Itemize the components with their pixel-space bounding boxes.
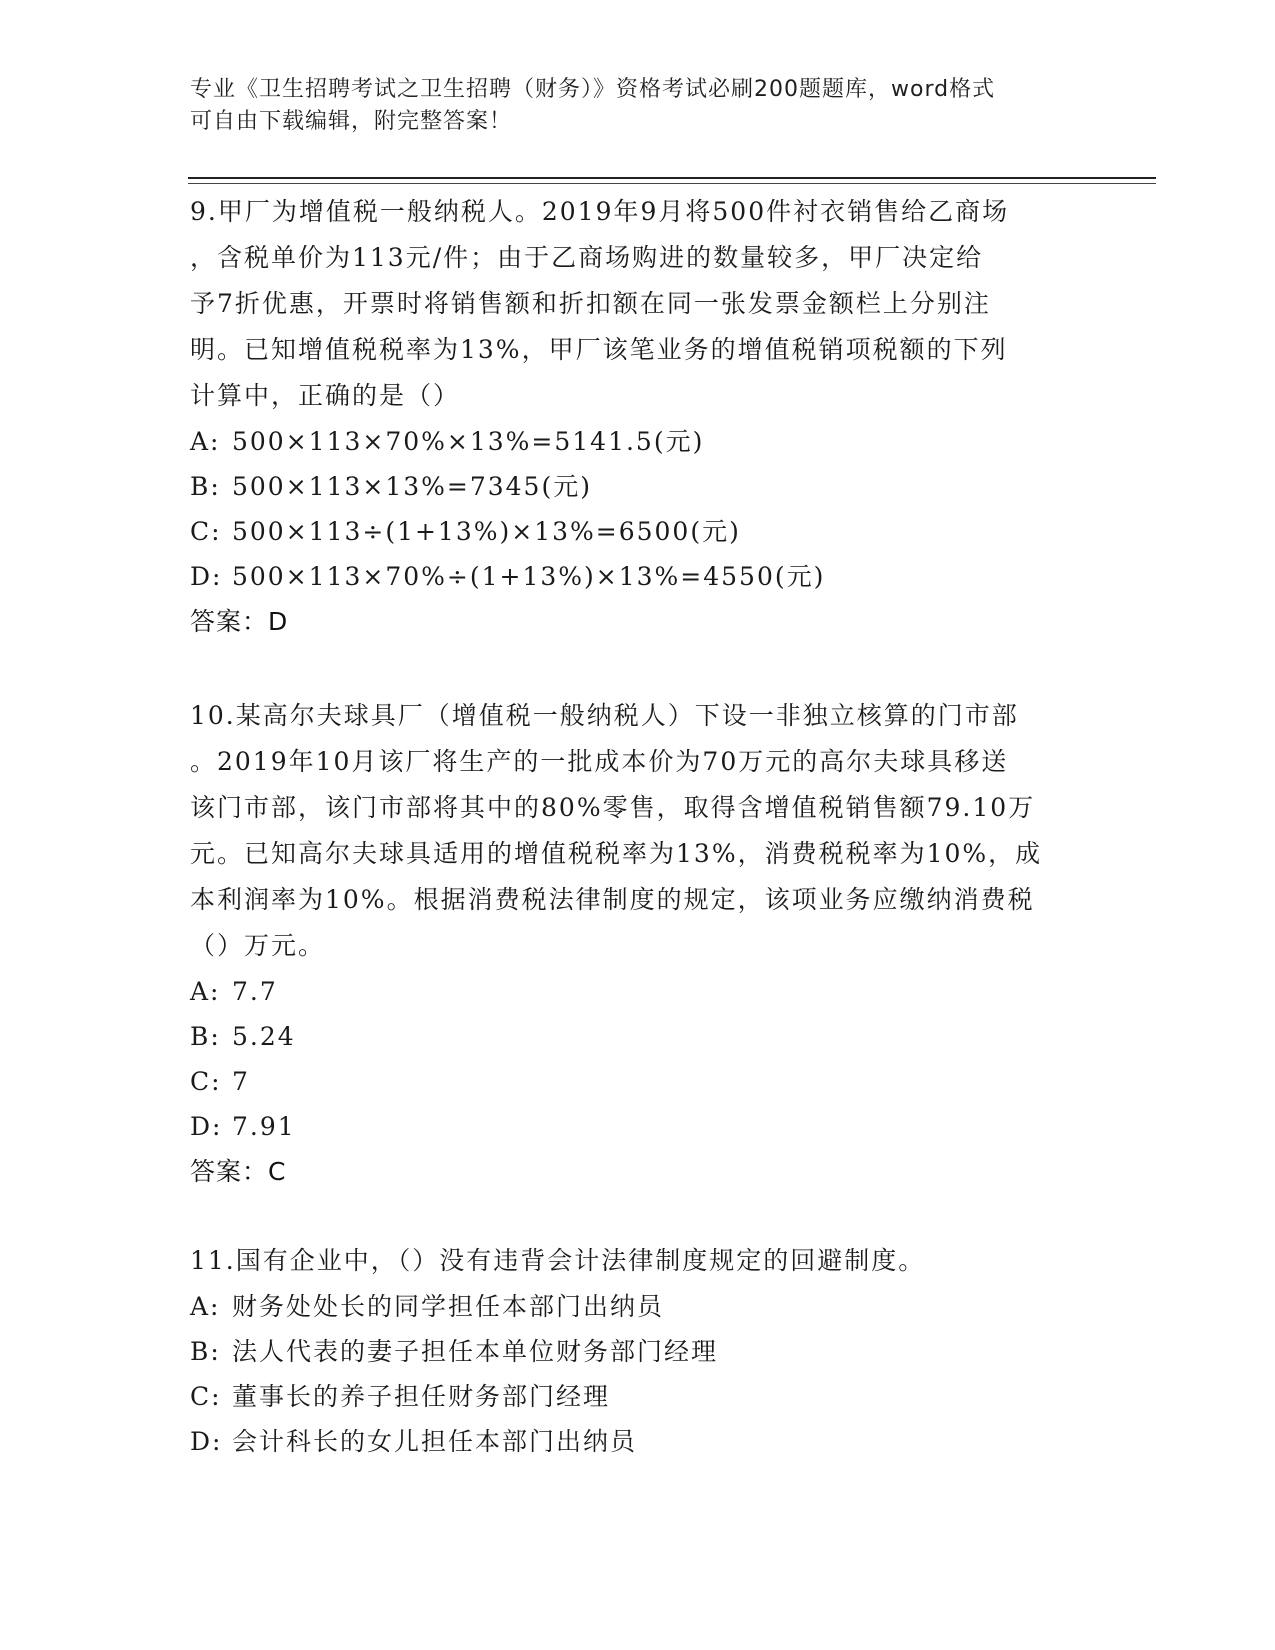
stem-line: 本利润率为10%。根据消费税法律制度的规定，该项业务应缴纳消费税 — [190, 885, 1035, 914]
option-text: 500×113÷(1+13%)×13%=6500(元) — [232, 517, 741, 546]
header-divider-thin — [188, 183, 1156, 184]
stem-line: 该门市部，该门市部将其中的80%零售，取得含增值税销售额79.10万 — [190, 793, 1036, 822]
option-text: 500×113×70%×13%=5141.5(元) — [232, 427, 705, 456]
stem-line: ，含税单价为113元/件；由于乙商场购进的数量较多，甲厂决定给 — [190, 243, 984, 272]
stem-line: 元。已知高尔夫球具适用的增值税税率为13%，消费税税率为10%，成 — [190, 839, 1043, 868]
option-c — [190, 1059, 1090, 1104]
option-key: D: — [190, 1427, 223, 1456]
header-line-1: 专业《卫生招聘考试之卫生招聘（财务）》资格考试必刷200题题库，word格式 — [190, 77, 996, 102]
option-key: B: — [190, 472, 221, 501]
option-a — [190, 969, 1090, 1014]
option-text: 会计科长的女儿担任本部门出纳员 — [232, 1427, 638, 1456]
option-a — [190, 1284, 1090, 1329]
question-stem — [190, 189, 1090, 419]
option-key: A: — [190, 427, 221, 456]
option-b — [190, 464, 1090, 509]
option-c — [190, 509, 1090, 554]
question-10 — [190, 693, 1090, 1195]
stem-line: 明。已知增值税税率为13%，甲厂该笔业务的增值税销项税额的下列 — [190, 335, 1008, 364]
option-text: 7.91 — [232, 1112, 296, 1141]
option-text: 500×113×70%÷(1+13%)×13%=4550(元) — [232, 562, 826, 591]
option-text: 500×113×13%=7345(元) — [232, 472, 592, 501]
stem-line: 10.某高尔夫球具厂（增值税一般纳税人）下设一非独立核算的门市部 — [190, 701, 1019, 730]
option-key: D: — [190, 1112, 223, 1141]
option-text: 5.24 — [232, 1022, 296, 1051]
option-c — [190, 1374, 1090, 1419]
option-key: D: — [190, 562, 223, 591]
option-d — [190, 1104, 1090, 1149]
option-text: 法人代表的妻子担任本单位财务部门经理 — [232, 1337, 719, 1366]
option-text: 7 — [232, 1067, 250, 1096]
answer-line: 答案：D — [190, 607, 289, 636]
option-a — [190, 419, 1090, 464]
option-text: 董事长的养子担任财务部门经理 — [232, 1382, 611, 1411]
option-key: B: — [190, 1022, 221, 1051]
header-divider-thick — [188, 177, 1156, 179]
option-key: B: — [190, 1337, 221, 1366]
stem-line: 9.甲厂为增值税一般纳税人。2019年9月将500件衬衣销售给乙商场 — [190, 197, 1010, 226]
stem-line: （）万元。 — [190, 931, 326, 960]
option-b — [190, 1329, 1090, 1374]
option-key: C: — [190, 1067, 222, 1096]
question-9 — [190, 189, 1090, 645]
option-d — [190, 554, 1090, 599]
stem-line: 。2019年10月该厂将生产的一批成本价为70万元的高尔夫球具移送 — [190, 747, 1009, 776]
option-text: 7.7 — [232, 977, 278, 1006]
option-text: 财务处处长的同学担任本部门出纳员 — [232, 1292, 665, 1321]
answer-line: 答案：C — [190, 1157, 287, 1186]
option-key: C: — [190, 1382, 222, 1411]
option-b — [190, 1014, 1090, 1059]
question-11 — [190, 1238, 1090, 1464]
option-d — [190, 1419, 1090, 1464]
header-line-2: 可自由下载编辑，附完整答案！ — [190, 109, 513, 134]
question-stem — [190, 693, 1090, 969]
document-header — [190, 74, 1070, 138]
stem-line: 11.国有企业中，（）没有违背会计法律制度规定的回避制度。 — [190, 1246, 926, 1275]
stem-line: 予7折优惠，开票时将销售额和折扣额在同一张发票金额栏上分别注 — [190, 289, 991, 318]
option-key: A: — [190, 1292, 221, 1321]
option-key: A: — [190, 977, 221, 1006]
option-key: C: — [190, 517, 222, 546]
stem-line: 计算中，正确的是（） — [190, 381, 461, 410]
question-stem — [190, 1238, 1090, 1284]
